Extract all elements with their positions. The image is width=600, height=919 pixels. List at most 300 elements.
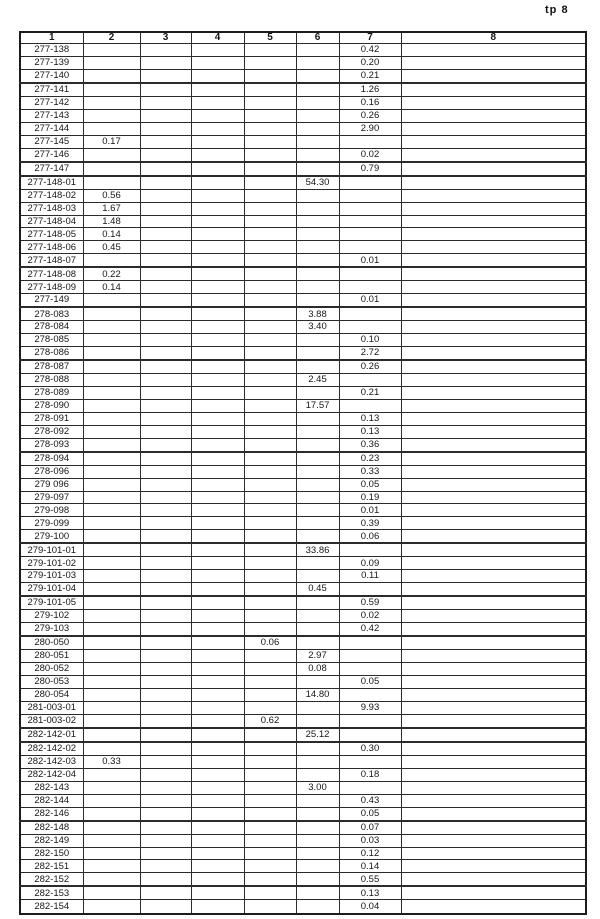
value-cell xyxy=(191,307,244,321)
row-id-cell: 279-102 xyxy=(20,610,83,623)
value-cell xyxy=(401,412,586,425)
row-id-cell: 277-148-05 xyxy=(20,228,83,241)
value-cell xyxy=(401,517,586,530)
row-id-cell: 277-146 xyxy=(20,148,83,162)
value-cell xyxy=(191,56,244,69)
value-cell: 0.10 xyxy=(339,334,401,347)
table-row xyxy=(20,254,586,268)
value-cell xyxy=(140,610,191,623)
row-id-cell: 281-003-02 xyxy=(20,714,83,728)
value-cell xyxy=(244,465,296,478)
value-cell xyxy=(191,452,244,466)
row-id-cell: 279-101-01 xyxy=(20,543,83,557)
value-cell xyxy=(401,360,586,374)
value-cell xyxy=(244,321,296,334)
value-cell xyxy=(140,399,191,412)
value-cell xyxy=(401,425,586,438)
value-cell xyxy=(140,701,191,714)
value-cell xyxy=(191,701,244,714)
value-cell xyxy=(244,307,296,321)
value-cell xyxy=(244,688,296,701)
value-cell xyxy=(296,109,339,122)
value-cell xyxy=(339,189,401,202)
value-cell xyxy=(191,807,244,821)
value-cell: 0.05 xyxy=(339,807,401,821)
value-cell xyxy=(140,202,191,215)
row-id-cell: 278-087 xyxy=(20,360,83,374)
value-cell xyxy=(296,610,339,623)
value-cell xyxy=(296,452,339,466)
value-cell xyxy=(191,412,244,425)
value-cell xyxy=(244,228,296,241)
value-cell xyxy=(83,623,140,637)
value-cell xyxy=(140,241,191,254)
table-row xyxy=(20,821,586,835)
value-cell xyxy=(83,900,140,914)
value-cell xyxy=(296,504,339,517)
value-cell xyxy=(140,504,191,517)
value-cell xyxy=(244,294,296,308)
value-cell xyxy=(339,781,401,794)
value-cell: 9.93 xyxy=(339,701,401,714)
value-cell: 3.40 xyxy=(296,321,339,334)
value-cell: 0.62 xyxy=(244,714,296,728)
row-id-cell: 277-139 xyxy=(20,56,83,69)
table-row xyxy=(20,900,586,914)
value-cell xyxy=(401,768,586,781)
value-cell xyxy=(244,570,296,583)
value-cell xyxy=(296,701,339,714)
value-cell xyxy=(83,44,140,57)
value-cell xyxy=(401,557,586,570)
value-cell xyxy=(140,215,191,228)
value-cell: 1.48 xyxy=(83,215,140,228)
value-cell xyxy=(244,215,296,228)
row-id-cell: 282-153 xyxy=(20,886,83,900)
value-cell xyxy=(191,281,244,294)
value-cell xyxy=(140,834,191,847)
value-cell xyxy=(244,347,296,361)
table-row xyxy=(20,267,586,281)
value-cell xyxy=(401,636,586,650)
table-row xyxy=(20,543,586,557)
value-cell xyxy=(191,438,244,452)
value-cell xyxy=(401,530,586,544)
row-id-cell: 280-054 xyxy=(20,688,83,701)
value-cell: 2.90 xyxy=(339,122,401,135)
value-cell xyxy=(296,623,339,637)
value-cell: 0.07 xyxy=(339,821,401,835)
value-cell xyxy=(296,530,339,544)
table-row xyxy=(20,387,586,400)
value-cell xyxy=(339,135,401,148)
value-cell xyxy=(83,83,140,97)
value-cell xyxy=(140,281,191,294)
value-cell xyxy=(244,438,296,452)
value-cell xyxy=(244,44,296,57)
value-cell: 0.56 xyxy=(83,189,140,202)
row-id-cell: 277-143 xyxy=(20,109,83,122)
value-cell xyxy=(83,374,140,387)
value-cell xyxy=(140,321,191,334)
table-row xyxy=(20,886,586,900)
value-cell xyxy=(401,714,586,728)
value-cell xyxy=(83,438,140,452)
value-cell xyxy=(296,294,339,308)
table-row xyxy=(20,228,586,241)
table-row xyxy=(20,96,586,109)
row-id-cell: 277-148-03 xyxy=(20,202,83,215)
data-table xyxy=(19,31,587,915)
table-row xyxy=(20,504,586,517)
row-id-cell: 277-148-04 xyxy=(20,215,83,228)
table-row xyxy=(20,176,586,190)
value-cell xyxy=(140,374,191,387)
value-cell xyxy=(140,294,191,308)
row-id-cell: 282-144 xyxy=(20,794,83,807)
value-cell xyxy=(83,543,140,557)
value-cell xyxy=(401,399,586,412)
value-cell xyxy=(140,768,191,781)
value-cell xyxy=(83,504,140,517)
value-cell xyxy=(401,675,586,688)
value-cell: 2.45 xyxy=(296,374,339,387)
row-id-cell: 280-051 xyxy=(20,650,83,663)
value-cell xyxy=(191,228,244,241)
value-cell: 0.26 xyxy=(339,109,401,122)
value-cell xyxy=(191,294,244,308)
value-cell xyxy=(401,491,586,504)
value-cell xyxy=(401,478,586,491)
value-cell: 0.02 xyxy=(339,610,401,623)
value-cell xyxy=(83,688,140,701)
row-id-cell: 282-142-03 xyxy=(20,755,83,768)
value-cell xyxy=(140,873,191,887)
value-cell xyxy=(140,44,191,57)
value-cell xyxy=(83,557,140,570)
value-cell xyxy=(140,307,191,321)
value-cell xyxy=(296,135,339,148)
value-cell xyxy=(191,122,244,135)
value-cell: 0.30 xyxy=(339,742,401,756)
row-id-cell: 278-094 xyxy=(20,452,83,466)
value-cell xyxy=(401,504,586,517)
row-id-cell: 279-101-05 xyxy=(20,596,83,610)
value-cell xyxy=(244,755,296,768)
value-cell xyxy=(296,794,339,807)
value-cell xyxy=(244,675,296,688)
value-cell xyxy=(244,176,296,190)
value-cell xyxy=(244,69,296,83)
value-cell xyxy=(191,254,244,268)
value-cell xyxy=(83,347,140,361)
value-cell: 17.57 xyxy=(296,399,339,412)
table-row xyxy=(20,650,586,663)
table-row xyxy=(20,122,586,135)
table-row xyxy=(20,636,586,650)
value-cell xyxy=(401,755,586,768)
value-cell xyxy=(244,374,296,387)
value-cell xyxy=(401,860,586,873)
value-cell xyxy=(83,768,140,781)
value-cell: 0.12 xyxy=(339,847,401,860)
value-cell xyxy=(339,228,401,241)
row-id-cell: 278-090 xyxy=(20,399,83,412)
value-cell xyxy=(296,83,339,97)
value-cell xyxy=(339,281,401,294)
value-cell xyxy=(296,517,339,530)
value-cell xyxy=(140,347,191,361)
value-cell: 0.03 xyxy=(339,834,401,847)
value-cell xyxy=(140,714,191,728)
value-cell: 14.80 xyxy=(296,688,339,701)
value-cell xyxy=(401,83,586,97)
value-cell: 0.02 xyxy=(339,148,401,162)
table-row xyxy=(20,189,586,202)
table-row xyxy=(20,452,586,466)
value-cell xyxy=(244,794,296,807)
value-cell: 0.45 xyxy=(83,241,140,254)
value-cell xyxy=(140,412,191,425)
value-cell: 0.09 xyxy=(339,557,401,570)
row-id-cell: 282-152 xyxy=(20,873,83,887)
value-cell xyxy=(140,228,191,241)
value-cell: 0.23 xyxy=(339,452,401,466)
value-cell xyxy=(83,860,140,873)
value-cell xyxy=(296,281,339,294)
value-cell xyxy=(244,650,296,663)
value-cell xyxy=(191,504,244,517)
value-cell xyxy=(339,321,401,334)
value-cell: 54.30 xyxy=(296,176,339,190)
value-cell xyxy=(83,675,140,688)
value-cell xyxy=(339,307,401,321)
value-cell xyxy=(140,728,191,742)
value-cell xyxy=(296,122,339,135)
value-cell xyxy=(244,742,296,756)
value-cell xyxy=(83,728,140,742)
value-cell xyxy=(296,56,339,69)
value-cell xyxy=(296,254,339,268)
value-cell xyxy=(401,135,586,148)
row-id-cell: 282-142-01 xyxy=(20,728,83,742)
row-id-cell: 280-053 xyxy=(20,675,83,688)
value-cell xyxy=(401,387,586,400)
value-cell xyxy=(339,728,401,742)
value-cell xyxy=(83,636,140,650)
value-cell xyxy=(140,807,191,821)
value-cell xyxy=(191,148,244,162)
table-row xyxy=(20,307,586,321)
table-row xyxy=(20,873,586,887)
value-cell: 0.79 xyxy=(339,162,401,176)
value-cell xyxy=(140,465,191,478)
row-id-cell: 277-148-06 xyxy=(20,241,83,254)
value-cell xyxy=(401,294,586,308)
value-cell xyxy=(296,438,339,452)
table-row xyxy=(20,281,586,294)
value-cell xyxy=(401,374,586,387)
value-cell: 0.05 xyxy=(339,675,401,688)
value-cell xyxy=(191,530,244,544)
value-cell xyxy=(296,768,339,781)
value-cell xyxy=(296,202,339,215)
value-cell xyxy=(244,478,296,491)
value-cell xyxy=(296,742,339,756)
value-cell xyxy=(244,557,296,570)
value-cell xyxy=(83,834,140,847)
value-cell: 0.05 xyxy=(339,478,401,491)
value-cell xyxy=(244,281,296,294)
row-id-cell: 277-148-07 xyxy=(20,254,83,268)
value-cell xyxy=(83,412,140,425)
value-cell xyxy=(401,623,586,637)
value-cell xyxy=(191,755,244,768)
value-cell xyxy=(296,675,339,688)
value-cell: 0.26 xyxy=(339,360,401,374)
value-cell xyxy=(191,44,244,57)
value-cell xyxy=(83,452,140,466)
value-cell xyxy=(140,491,191,504)
value-cell xyxy=(296,387,339,400)
value-cell xyxy=(191,847,244,860)
value-cell xyxy=(401,650,586,663)
value-cell: 0.42 xyxy=(339,44,401,57)
value-cell xyxy=(339,241,401,254)
value-cell xyxy=(191,347,244,361)
value-cell xyxy=(401,465,586,478)
value-cell xyxy=(401,742,586,756)
value-cell: 2.72 xyxy=(339,347,401,361)
value-cell xyxy=(244,189,296,202)
value-cell xyxy=(140,122,191,135)
value-cell xyxy=(83,781,140,794)
table-row xyxy=(20,596,586,610)
value-cell xyxy=(140,148,191,162)
value-cell: 25.12 xyxy=(296,728,339,742)
value-cell xyxy=(191,69,244,83)
header-row xyxy=(20,32,586,44)
table-row xyxy=(20,438,586,452)
value-cell: 3.88 xyxy=(296,307,339,321)
value-cell xyxy=(191,241,244,254)
value-cell xyxy=(296,465,339,478)
value-cell xyxy=(296,821,339,835)
table-row xyxy=(20,135,586,148)
value-cell xyxy=(244,821,296,835)
table-row xyxy=(20,675,586,688)
value-cell xyxy=(191,557,244,570)
value-cell xyxy=(140,557,191,570)
value-cell xyxy=(83,807,140,821)
value-cell xyxy=(244,530,296,544)
table-row xyxy=(20,728,586,742)
value-cell xyxy=(191,399,244,412)
value-cell xyxy=(244,334,296,347)
value-cell xyxy=(296,412,339,425)
value-cell xyxy=(191,623,244,637)
table-row xyxy=(20,215,586,228)
table-row xyxy=(20,334,586,347)
value-cell xyxy=(296,755,339,768)
value-cell xyxy=(401,307,586,321)
value-cell xyxy=(401,688,586,701)
value-cell xyxy=(244,267,296,281)
value-cell xyxy=(401,189,586,202)
row-id-cell: 278-096 xyxy=(20,465,83,478)
value-cell xyxy=(296,96,339,109)
table-row xyxy=(20,610,586,623)
table-row xyxy=(20,69,586,83)
value-cell xyxy=(83,821,140,835)
table-row xyxy=(20,847,586,860)
value-cell: 0.14 xyxy=(339,860,401,873)
value-cell xyxy=(296,215,339,228)
value-cell xyxy=(191,663,244,676)
value-cell xyxy=(83,847,140,860)
value-cell: 0.42 xyxy=(339,623,401,637)
value-cell xyxy=(140,387,191,400)
row-id-cell: 277-140 xyxy=(20,69,83,83)
value-cell: 0.06 xyxy=(244,636,296,650)
value-cell xyxy=(83,873,140,887)
value-cell xyxy=(244,387,296,400)
value-cell xyxy=(83,307,140,321)
value-cell xyxy=(140,650,191,663)
value-cell xyxy=(191,374,244,387)
value-cell xyxy=(140,675,191,688)
row-id-cell: 279-101-02 xyxy=(20,557,83,570)
value-cell xyxy=(401,281,586,294)
value-cell xyxy=(140,478,191,491)
value-cell xyxy=(191,742,244,756)
value-cell xyxy=(401,334,586,347)
value-cell xyxy=(401,215,586,228)
value-cell xyxy=(83,530,140,544)
value-cell xyxy=(244,847,296,860)
table-row xyxy=(20,755,586,768)
value-cell xyxy=(244,701,296,714)
value-cell xyxy=(83,465,140,478)
value-cell xyxy=(140,530,191,544)
value-cell xyxy=(401,873,586,887)
row-id-cell: 280-050 xyxy=(20,636,83,650)
value-cell xyxy=(140,821,191,835)
value-cell xyxy=(401,109,586,122)
value-cell xyxy=(140,56,191,69)
value-cell xyxy=(244,860,296,873)
table-row xyxy=(20,399,586,412)
value-cell xyxy=(244,728,296,742)
value-cell xyxy=(191,176,244,190)
table-row xyxy=(20,412,586,425)
value-cell xyxy=(140,69,191,83)
value-cell: 0.43 xyxy=(339,794,401,807)
value-cell xyxy=(244,517,296,530)
row-id-cell: 277-138 xyxy=(20,44,83,57)
value-cell xyxy=(401,347,586,361)
value-cell xyxy=(244,241,296,254)
value-cell xyxy=(401,701,586,714)
value-cell xyxy=(339,650,401,663)
value-cell xyxy=(83,399,140,412)
value-cell xyxy=(296,228,339,241)
column-header: 3 xyxy=(140,32,191,44)
value-cell: 0.14 xyxy=(83,228,140,241)
value-cell xyxy=(244,122,296,135)
table-row xyxy=(20,714,586,728)
row-id-cell: 282-151 xyxy=(20,860,83,873)
